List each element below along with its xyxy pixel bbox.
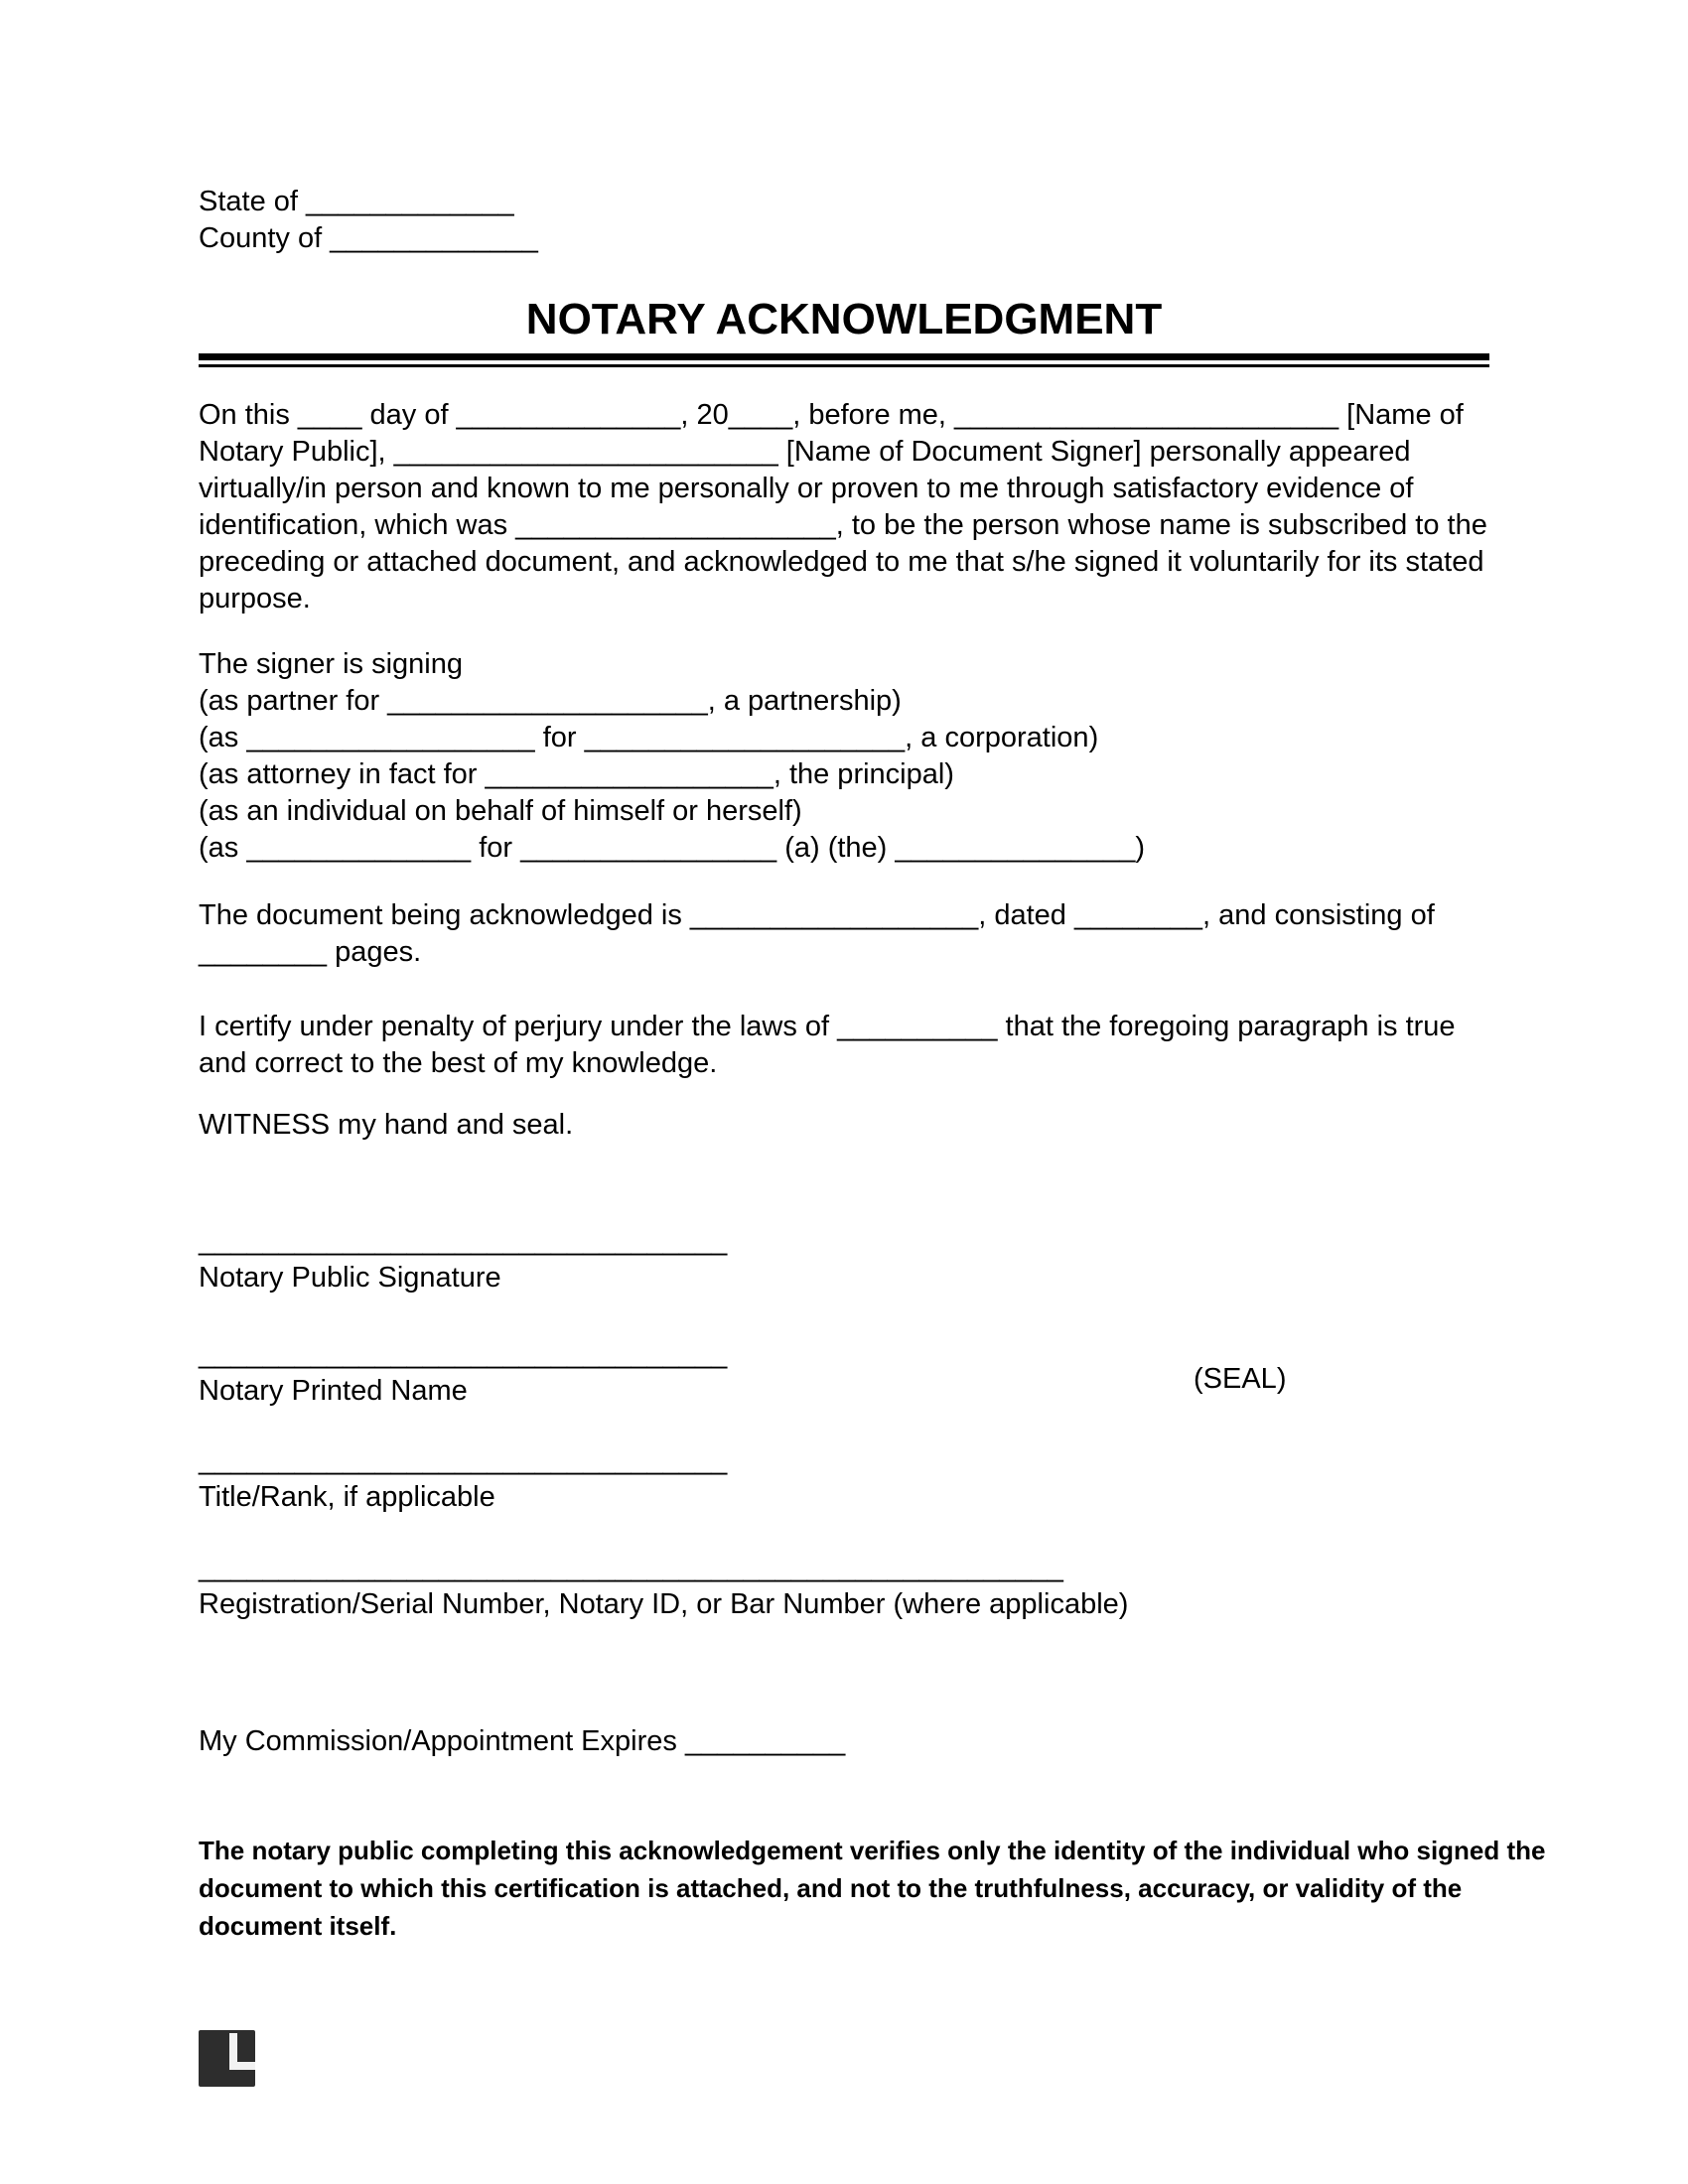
signer-clause-partnership: (as partner for ____________________, a partnership) bbox=[199, 685, 902, 717]
legal-templates-logo-icon bbox=[199, 2030, 255, 2087]
document-statement: The document being acknowledged is __________________, dated ________, and consisting of ________ pages. bbox=[199, 899, 1435, 968]
signature-line: ______________________________________________________ bbox=[199, 1552, 1063, 1583]
intro-paragraph: On this ____ day of ______________, 20____, before me, ________________________ [Name of Notary Public], ________________________ [Name of Document Signer] personally appeared virtually/in person and known to me personally or proven to me through satisfactory evidence of identification, which was ____________________, to be the person whose name is subscribed to the preceding or attached document, and acknowledged to me that s/he signed it voluntarily for its stated purpose. bbox=[199, 399, 1487, 614]
signature-label: Title/Rank, if applicable bbox=[199, 1481, 495, 1513]
state-county-block bbox=[199, 184, 1489, 257]
county-line: County of _____________ bbox=[199, 222, 538, 254]
notary-printed-name-field bbox=[199, 1336, 1489, 1410]
state-line: State of _____________ bbox=[199, 186, 514, 217]
notary-disclaimer: The notary public completing this acknowledgement verifies only the identity of the individual who signed the document to which this certification is attached, and not to the truthfulness, accuracy, or validity of the document itself. bbox=[199, 1836, 1546, 1941]
signature-line: _________________________________ bbox=[199, 1444, 728, 1476]
signature-line: _________________________________ bbox=[199, 1338, 728, 1370]
registration-number-field bbox=[199, 1550, 1489, 1623]
signature-label: Registration/Serial Number, Notary ID, or Bar Number (where applicable) bbox=[199, 1588, 1129, 1620]
signer-clause-attorney: (as attorney in fact for __________________, the principal) bbox=[199, 758, 954, 790]
page-title: NOTARY ACKNOWLEDGMENT bbox=[525, 295, 1163, 343]
title-divider-thick bbox=[199, 353, 1489, 360]
title-rank-field bbox=[199, 1442, 1489, 1516]
signer-section bbox=[199, 646, 1489, 867]
signer-clause-other: (as ______________ for ________________ (a) (the) _______________) bbox=[199, 832, 1145, 864]
signature-label: Notary Public Signature bbox=[199, 1262, 501, 1294]
title-divider-thin bbox=[199, 364, 1489, 367]
signature-line: _________________________________ bbox=[199, 1225, 728, 1257]
seal-label: (SEAL) bbox=[1194, 1363, 1287, 1395]
commission-expires-line: My Commission/Appointment Expires __________ bbox=[199, 1725, 846, 1757]
signer-clause-corporation: (as __________________ for ____________________, a corporation) bbox=[199, 722, 1099, 753]
signer-clause-individual: (as an individual on behalf of himself or herself) bbox=[199, 795, 802, 827]
witness-statement: WITNESS my hand and seal. bbox=[199, 1109, 574, 1141]
perjury-statement: I certify under penalty of perjury under the laws of __________ that the foregoing paragraph is true and correct to the best of my knowledge. bbox=[199, 1011, 1456, 1079]
signer-heading: The signer is signing bbox=[199, 648, 463, 680]
notary-signature-field bbox=[199, 1223, 1489, 1297]
signature-label: Notary Printed Name bbox=[199, 1375, 468, 1407]
